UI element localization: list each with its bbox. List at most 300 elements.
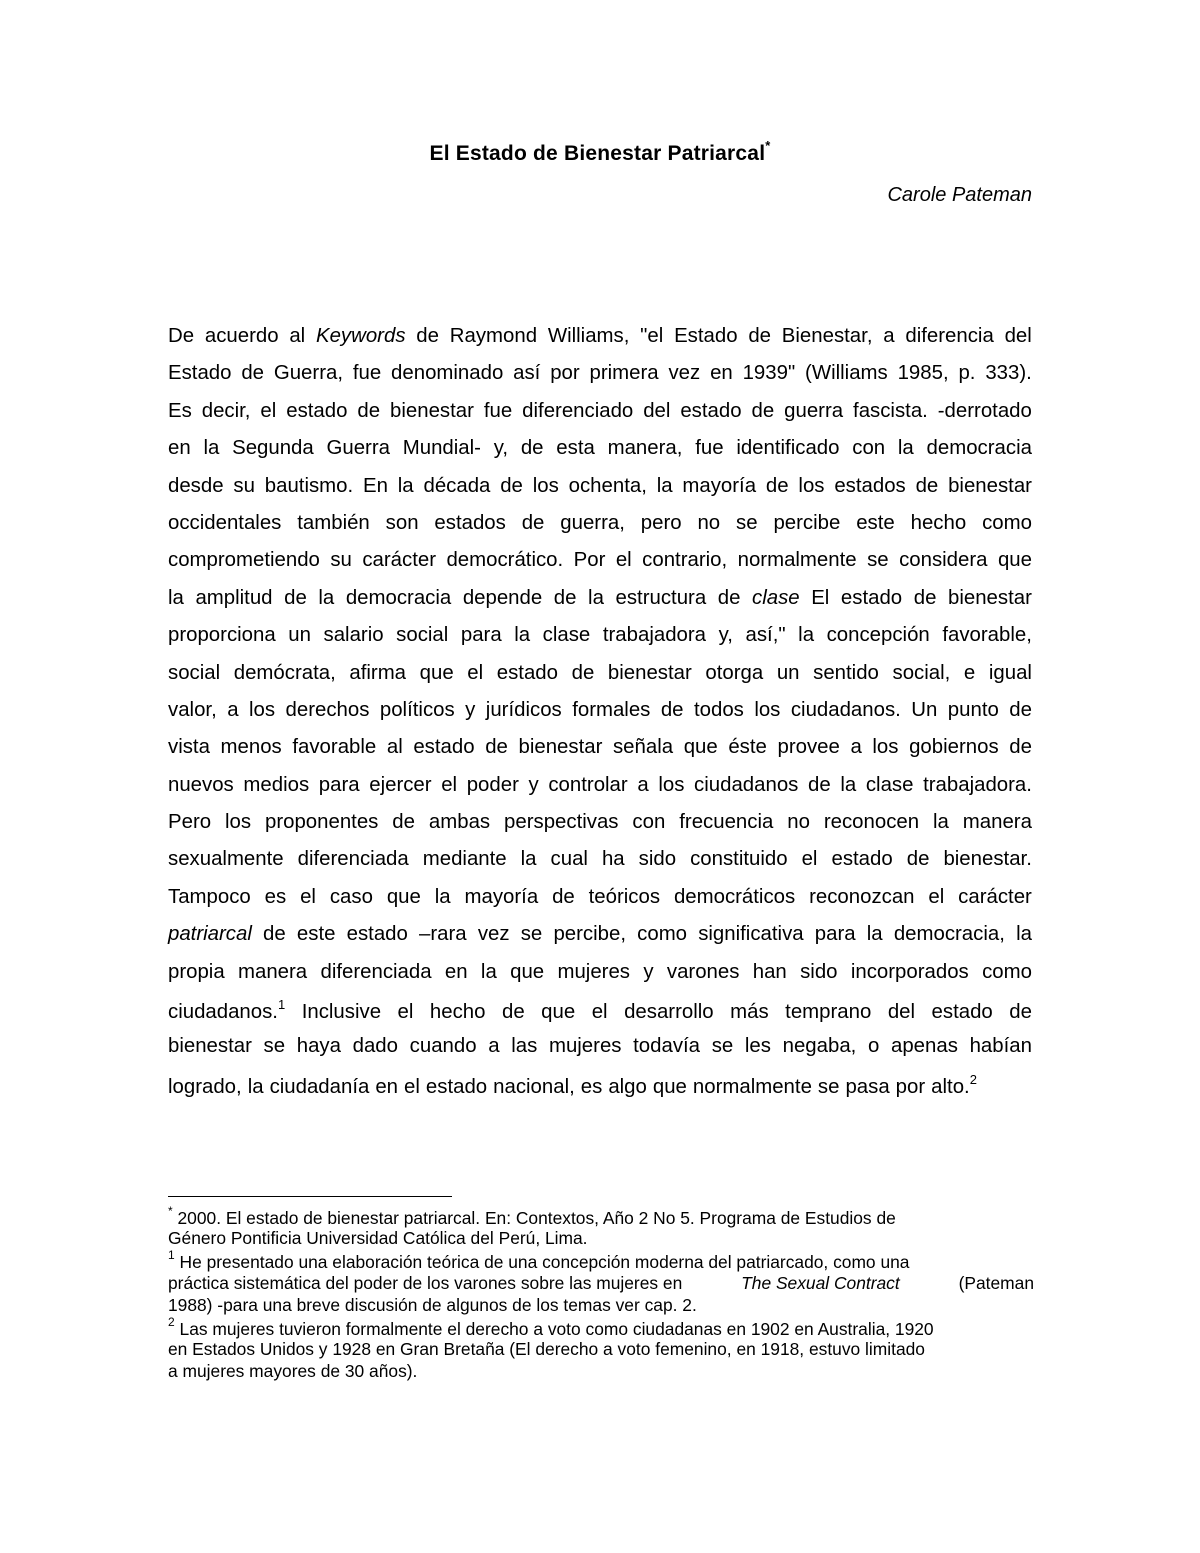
body-word: de [915, 474, 939, 497]
body-word: como [637, 923, 688, 946]
body-word: carácter [362, 549, 436, 572]
body-word: la [514, 624, 531, 647]
body-emphasis: Keywords [315, 325, 406, 347]
body-line [168, 774, 1032, 811]
body-word: -derrotado [937, 399, 1032, 422]
body-word: estado [496, 661, 558, 684]
body-line [168, 923, 1032, 960]
body-word: carácter [958, 885, 1032, 908]
body-line [168, 325, 1032, 362]
footnote-star-marker: * [168, 1204, 173, 1218]
body-word: de [765, 474, 789, 497]
body-word: guerra, [560, 511, 625, 534]
body-word: se [736, 511, 758, 534]
body-word: se [520, 923, 543, 946]
footnote-reference: 1 [277, 997, 286, 1013]
body-word: este [296, 923, 336, 946]
body-word: y, [493, 437, 509, 460]
body-word: bienestar. [943, 848, 1032, 871]
footnote-star-line [168, 1228, 1034, 1250]
body-word: Williams, [547, 325, 630, 347]
body-word: éste [728, 736, 767, 759]
body-word: percibe [773, 511, 841, 534]
body-word: más [730, 1000, 769, 1023]
body-word: los [872, 736, 899, 759]
body-word: de [552, 885, 575, 908]
body-word: clase [542, 624, 591, 647]
body-word: estados [434, 511, 506, 534]
body-word: del [643, 399, 671, 422]
footnote-1-line-1: He presentado una elaboración teórica de una concepción moderna del patriarcado, como una [179, 1252, 910, 1273]
body-word: salario [323, 624, 384, 647]
footnote-2-line-1: Las mujeres tuvieron formalmente el derecho a voto como ciudadanas en 1902 en Australia, 1920 [179, 1318, 934, 1339]
body-word: incorporados [850, 960, 969, 983]
body-word: identificado [736, 437, 840, 460]
body-word: para [814, 923, 856, 946]
body-word: en [168, 437, 191, 460]
body-word: Guerra, [273, 362, 343, 385]
body-word: significativa [698, 923, 804, 946]
body-word: apenas [891, 1035, 958, 1058]
body-word: p. [958, 362, 976, 385]
footnote-separator [168, 1196, 452, 1197]
body-word: varones [666, 960, 740, 983]
body-word: democracia [345, 586, 452, 609]
body-word: Tampoco [168, 885, 251, 908]
body-word: mayoría [464, 885, 539, 908]
body-word: la [397, 474, 414, 497]
body-word: menos [220, 736, 282, 759]
document-title [0, 140, 1200, 166]
body-word: democracia [926, 437, 1032, 460]
footnote-star-line-1: 2000. El estado de bienestar patriarcal. En: Contextos, Año 2 No 5. Programa de Estudios de [177, 1207, 896, 1228]
body-word: la [1016, 923, 1032, 946]
body-word: reconozcan [809, 885, 915, 908]
body-word: algo [608, 1075, 647, 1098]
footnote-1-line-2c: (Pateman [958, 1272, 1034, 1293]
body-word: poder [466, 773, 519, 796]
body-word: este [856, 511, 895, 534]
body-emphasis: patriarcal [168, 923, 252, 946]
body-word: (Williams [805, 362, 888, 385]
body-word: gobiernos [909, 736, 999, 759]
body-word: sexualmente [168, 848, 284, 871]
body-line [168, 624, 1032, 661]
body-word: concepción [826, 624, 930, 647]
body-word: los [532, 474, 559, 497]
body-line [168, 475, 1032, 512]
body-word: del [1004, 325, 1032, 347]
body-word: clase [865, 773, 914, 796]
body-word: controlar [548, 773, 628, 796]
body-word: la [933, 811, 949, 834]
body-word: el [441, 773, 458, 796]
body-word: hecho [910, 511, 967, 534]
body-word: cual [550, 848, 588, 871]
body-word: que [386, 885, 421, 908]
body-word: que [510, 960, 545, 983]
body-word: a [637, 773, 649, 796]
body-word: De [168, 325, 195, 347]
body-word: desde [168, 474, 224, 497]
body-word: democráticos [673, 885, 796, 908]
body-word: dado [352, 1035, 398, 1058]
body-word: década [423, 474, 491, 497]
body-word: estado [413, 736, 475, 759]
body-word: esta [556, 437, 595, 460]
body-word: habían [969, 1035, 1032, 1058]
body-word: no [787, 811, 810, 834]
body-word: favorable, [942, 624, 1032, 647]
body-word: es [580, 1075, 603, 1098]
body-word: mujeres [557, 960, 631, 983]
body-word: el [801, 848, 818, 871]
body-word: Un [911, 698, 938, 721]
body-word: así [513, 362, 541, 385]
body-word: medios [243, 773, 310, 796]
body-line [168, 587, 1032, 624]
body-word: estado [346, 923, 408, 946]
body-word: 1939" [742, 362, 796, 385]
body-word: ciudadanos. [790, 698, 901, 721]
footnote-2-line-3: a mujeres mayores de 30 años). [168, 1361, 418, 1382]
body-word: denominado [391, 362, 504, 385]
body-word: reconocen [823, 811, 920, 834]
body-word: a [227, 698, 239, 721]
body-word: manera [962, 811, 1032, 834]
body-word: proponentes [265, 811, 379, 834]
body-word: la [588, 586, 604, 609]
body-word: considera [899, 549, 988, 572]
body-word: les [744, 1035, 771, 1058]
body-word: normalmente [737, 549, 857, 572]
body-word: la [656, 474, 673, 497]
footnote-2-line [168, 1314, 1034, 1339]
footnote-star-line-2: Género Pontificia Universidad Católica del Perú, Lima. [168, 1228, 588, 1249]
body-word: la [203, 437, 220, 460]
footnote-1-line [168, 1250, 1034, 1272]
body-word: primera [589, 362, 659, 385]
body-word: de [520, 437, 544, 460]
body-word: la [318, 586, 335, 609]
footnote-2-line [168, 1361, 1034, 1383]
body-word: Por [573, 549, 606, 572]
body-word: derechos [285, 698, 370, 721]
body-word: logrado, [168, 1075, 242, 1098]
body-word: En [363, 474, 388, 497]
body-word: ciudadanos.$^1$ [168, 997, 286, 1023]
body-word: pero [640, 511, 682, 534]
body-word: también [297, 511, 370, 534]
body-word: diferenciada [320, 960, 432, 983]
footnote-1-line-3: 1988) -para una breve discusión de algunos de los temas ver cap. 2. [168, 1294, 697, 1315]
body-word: acuerdo [204, 325, 279, 347]
body-line [168, 736, 1032, 773]
body-word: desarrollo [624, 1000, 714, 1023]
body-line [168, 1035, 1032, 1072]
body-word: ha [601, 848, 625, 871]
body-paragraph [168, 325, 1032, 1110]
body-word: de [571, 661, 595, 684]
title-text: El Estado de Bienestar Patriarcal [429, 142, 766, 165]
body-word: bienestar [607, 661, 692, 684]
body-word: en [710, 362, 733, 385]
body-word: formales [572, 698, 651, 721]
body-word: perspectivas [504, 811, 619, 834]
footnote-2-marker: 2 [168, 1314, 175, 1329]
body-word: son [385, 511, 419, 534]
body-word: bienestar [168, 1035, 252, 1058]
footnote-2-line-2: en Estados Unidos y 1928 en Gran Bretaña (El derecho a voto femenino, en 1918, estuvo limitado [168, 1339, 925, 1360]
body-word: "el [640, 325, 664, 347]
body-word: de [1009, 698, 1032, 721]
body-word: el [260, 399, 277, 422]
body-word: la [480, 960, 497, 983]
body-word: es [264, 885, 287, 908]
body-word: contrario, [642, 549, 728, 572]
body-word: bienestar [948, 586, 1032, 609]
body-word: de [241, 362, 265, 385]
body-word: e [963, 661, 976, 684]
body-word: el [615, 549, 632, 572]
body-word: diferenciada [297, 848, 409, 871]
body-word: otorga [705, 661, 764, 684]
body-word: punto [947, 698, 999, 721]
body-word: de [284, 586, 307, 609]
body-word: ciudadanos [694, 773, 799, 796]
body-word: del [887, 1000, 916, 1023]
body-word: estructura [615, 586, 707, 609]
body-word: caso [329, 885, 373, 908]
footnote-1-line [168, 1273, 1034, 1295]
body-word: Guerra [326, 437, 390, 460]
body-line [168, 961, 1032, 998]
body-word: normalmente [692, 1075, 812, 1098]
footnote-1-marker: 1 [168, 1248, 175, 1263]
body-line [168, 362, 1032, 399]
footnote-1-line [168, 1295, 1034, 1317]
body-word: en [375, 1075, 399, 1098]
body-word: a [850, 736, 862, 759]
body-word: y [528, 773, 539, 796]
body-word: para [318, 773, 360, 796]
body-word: se [711, 1035, 734, 1058]
body-word: la [840, 773, 857, 796]
body-line [168, 549, 1032, 586]
body-line [168, 1073, 1032, 1110]
body-word: proporciona [168, 624, 276, 647]
body-word: con [632, 811, 666, 834]
body-word: percibe, [553, 923, 626, 946]
body-word: de [906, 848, 930, 871]
body-word: vista [168, 736, 210, 759]
body-word: que [683, 736, 718, 759]
body-word: de [392, 811, 415, 834]
body-word: El [811, 586, 830, 609]
body-word: fue [483, 399, 513, 422]
footnote-1-text [168, 1250, 909, 1273]
body-word: por [895, 1075, 926, 1098]
body-word: Mundial- [402, 437, 481, 460]
footnote-star-text [168, 1206, 896, 1229]
body-word: de [748, 325, 772, 347]
body-line [168, 811, 1032, 848]
body-word: estado [425, 1075, 488, 1098]
body-word: nuevos [168, 773, 234, 796]
body-word: de [717, 586, 741, 609]
body-word: por [550, 362, 580, 385]
footnote-1-book-title: The Sexual Contract [741, 1272, 900, 1293]
body-line [168, 998, 1032, 1035]
body-line [168, 400, 1032, 437]
body-word: amplitud [195, 586, 273, 609]
body-word: el [467, 661, 484, 684]
body-word: frecuencia [679, 811, 774, 834]
body-word: favorable [292, 736, 377, 759]
body-line [168, 662, 1032, 699]
body-word: que [997, 549, 1032, 572]
body-word: democrático. [446, 549, 564, 572]
body-word: estado [831, 848, 893, 871]
title-footnote-marker: * [765, 138, 771, 153]
body-word: estado [931, 1000, 993, 1023]
body-word: mujeres [548, 1035, 622, 1058]
body-word: vez [668, 362, 701, 385]
body-word: hecho [429, 1000, 486, 1023]
body-word: como [982, 511, 1032, 534]
body-word: de [553, 586, 577, 609]
body-word: constituido [690, 848, 788, 871]
body-word: igual [988, 661, 1032, 684]
body-word: el [928, 885, 945, 908]
body-word: y [643, 960, 654, 983]
footnote-reference: 2 [969, 1071, 977, 1087]
body-word: los [225, 811, 252, 834]
body-word: de [263, 923, 286, 946]
body-word: de [521, 511, 545, 534]
body-word: se [817, 1075, 840, 1098]
body-word: de [913, 586, 937, 609]
body-word: estado [680, 399, 742, 422]
body-word: provee [777, 736, 840, 759]
body-word: valor, [168, 698, 217, 721]
body-word: ambas [428, 811, 491, 834]
body-word: o [868, 1035, 880, 1058]
body-word: al [386, 736, 403, 759]
body-word: Inclusive [301, 1000, 382, 1023]
body-word: alto.$^2$ [931, 1071, 977, 1098]
body-word: fue [352, 362, 382, 385]
body-word: de [751, 399, 775, 422]
body-word: su [330, 549, 352, 572]
body-word: su [233, 474, 255, 497]
body-word: manera, [607, 437, 683, 460]
body-word: un [288, 624, 311, 647]
body-word: 1985, [897, 362, 949, 385]
body-word: políticos [379, 698, 455, 721]
body-word: ciudadanía [269, 1075, 370, 1098]
footnotes [168, 1206, 1034, 1384]
body-emphasis: clase [752, 586, 800, 609]
body-word: sentido [813, 661, 879, 684]
body-word: temprano [785, 1000, 872, 1023]
author-name: Carole Pateman [887, 184, 1032, 206]
body-word: bienestar [390, 399, 474, 422]
body-word: los [249, 698, 276, 721]
body-word: social [168, 661, 221, 684]
body-word: depende [462, 586, 543, 609]
body-word: occidentales [168, 511, 282, 534]
body-line [168, 512, 1032, 549]
body-word: con [852, 437, 886, 460]
body-word: de [501, 1000, 525, 1023]
body-word: los [754, 698, 781, 721]
body-word: que [541, 1000, 576, 1023]
footnote-2-line [168, 1339, 1034, 1361]
body-word: demócrata, [233, 661, 336, 684]
body-word: fue [695, 437, 724, 460]
body-word: –rara [419, 923, 467, 946]
body-word: sido [800, 960, 838, 983]
body-word: social, [892, 661, 951, 684]
body-word: Segunda [232, 437, 314, 460]
body-word: la [897, 437, 914, 460]
body-word: de [416, 325, 439, 347]
body-word: sido [638, 848, 677, 871]
body-word: estado [840, 586, 903, 609]
body-word: han [752, 960, 787, 983]
body-word: nacional, [493, 1075, 575, 1098]
body-word: que [419, 661, 454, 684]
body-word: de [485, 736, 508, 759]
footnote-2-text [168, 1314, 934, 1340]
body-word: en [444, 960, 468, 983]
footnote-1-line-2a: práctica sistemática del poder de los varones sobre las mujeres en [168, 1272, 683, 1293]
body-word: para [460, 624, 502, 647]
body-word: se [867, 549, 889, 572]
body-word: ochenta, [568, 474, 647, 497]
footnote-star-line [168, 1206, 1034, 1228]
body-word: no [697, 511, 721, 534]
body-word: comprometiendo [168, 549, 320, 572]
body-word: el [591, 1000, 608, 1023]
body-word: Bienestar, [781, 325, 873, 347]
body-word: afirma [349, 661, 407, 684]
body-word: haya [296, 1035, 341, 1058]
body-word: decir, [201, 399, 251, 422]
body-word: trabajadora [602, 624, 707, 647]
body-word: mediante [422, 848, 507, 871]
body-word: las [511, 1035, 538, 1058]
body-word: el [397, 1000, 414, 1023]
body-word: bautismo. [264, 474, 354, 497]
body-word: pasa [845, 1075, 890, 1098]
body-word: social [396, 624, 449, 647]
body-word: como [982, 960, 1032, 983]
body-word: Raymond [449, 325, 538, 347]
body-word: Estado [168, 362, 232, 385]
body-word: la [866, 923, 883, 946]
body-word: la [247, 1075, 264, 1098]
body-word: fascista. [853, 399, 928, 422]
body-line [168, 437, 1032, 474]
body-word: Estado [674, 325, 738, 347]
body-word: 333). [985, 362, 1032, 385]
body-word: a [883, 325, 895, 347]
body-word: se [263, 1035, 286, 1058]
body-line [168, 848, 1032, 885]
body-word: ejercer [369, 773, 432, 796]
